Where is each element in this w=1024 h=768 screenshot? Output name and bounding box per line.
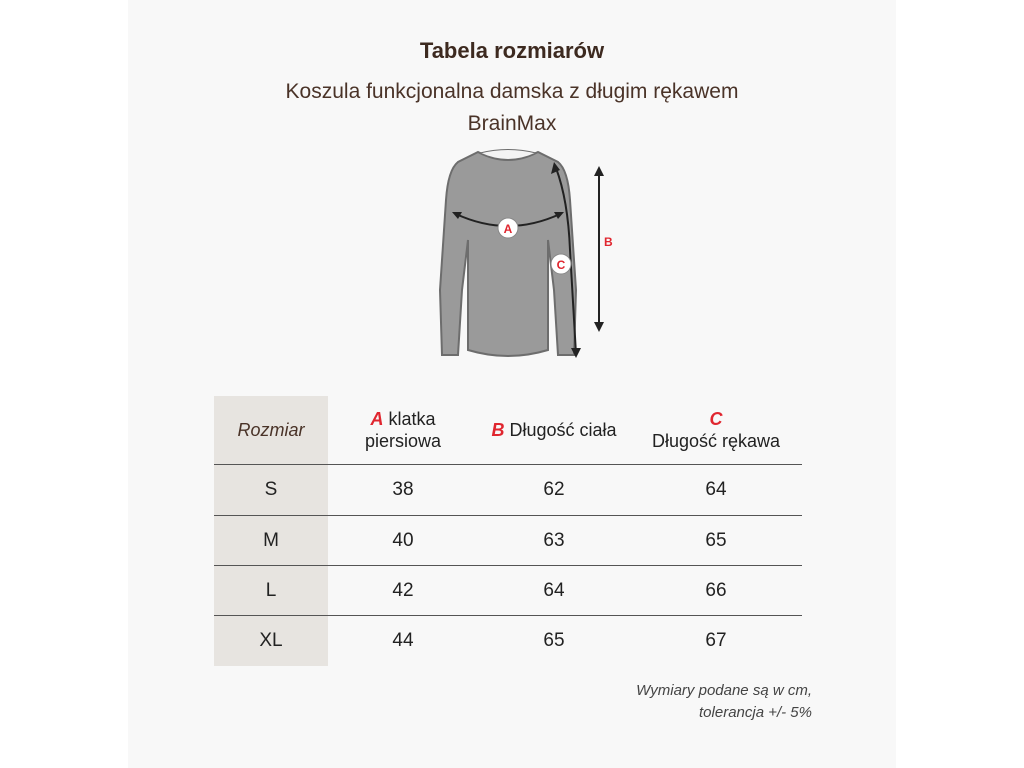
brand-name: BrainMax: [467, 112, 557, 135]
cell-body-length: 63: [543, 530, 565, 551]
table-row: [214, 566, 802, 616]
cell-body-length: 62: [543, 479, 565, 500]
shirt-shape: [440, 152, 576, 356]
cell-size: XL: [259, 630, 283, 651]
size-chart-panel: [128, 0, 896, 768]
note-line-2: tolerancja +/- 5%: [699, 703, 812, 721]
header-body-length-letter: B: [491, 419, 505, 440]
cell-sleeve-length: 64: [705, 479, 727, 500]
cell-chest: 38: [392, 479, 414, 500]
page-title: Tabela rozmiarów: [419, 38, 605, 63]
cell-chest: 42: [392, 580, 414, 601]
header-chest: [328, 396, 478, 464]
header-sleeve-length-text: Długość rękawa: [651, 431, 781, 451]
header-body-length-text: Długość ciała: [509, 419, 617, 440]
header-sleeve-length-letter: C: [709, 408, 723, 429]
cell-chest: 40: [392, 530, 414, 551]
shirt-diagram: [408, 140, 613, 370]
cell-sleeve-length: 66: [705, 580, 727, 601]
note-line-1: Wymiary podane są w cm,: [636, 682, 812, 699]
cell-body-length: 65: [543, 630, 565, 651]
length-arrow-top: [594, 166, 604, 176]
header-chest-text1: klatka: [388, 408, 436, 429]
cell-sleeve-length: 65: [705, 530, 727, 551]
cell-body-length: 64: [543, 580, 565, 601]
cell-size: L: [265, 580, 277, 601]
cell-sleeve-length: 67: [705, 630, 727, 651]
marker-a-label: A: [503, 222, 513, 236]
cell-size: M: [263, 530, 279, 551]
table-row: [214, 516, 802, 566]
product-name: Koszula funkcjonalna damska z długim rękawem: [285, 80, 739, 103]
length-arrow-bottom: [594, 322, 604, 332]
table-row: [214, 465, 802, 515]
header-chest-text2: piersiowa: [364, 431, 442, 451]
marker-c-label: C: [556, 258, 566, 272]
header-size: Rozmiar: [237, 419, 305, 440]
marker-b-label: B: [604, 235, 613, 249]
header-sleeve-length: [630, 396, 802, 464]
table-row: [214, 616, 802, 666]
header-chest-letter: A: [370, 408, 384, 429]
measurement-note: [636, 680, 812, 724]
cell-size: S: [264, 479, 278, 500]
cell-chest: 44: [392, 630, 414, 651]
header-body-length: [478, 396, 630, 464]
